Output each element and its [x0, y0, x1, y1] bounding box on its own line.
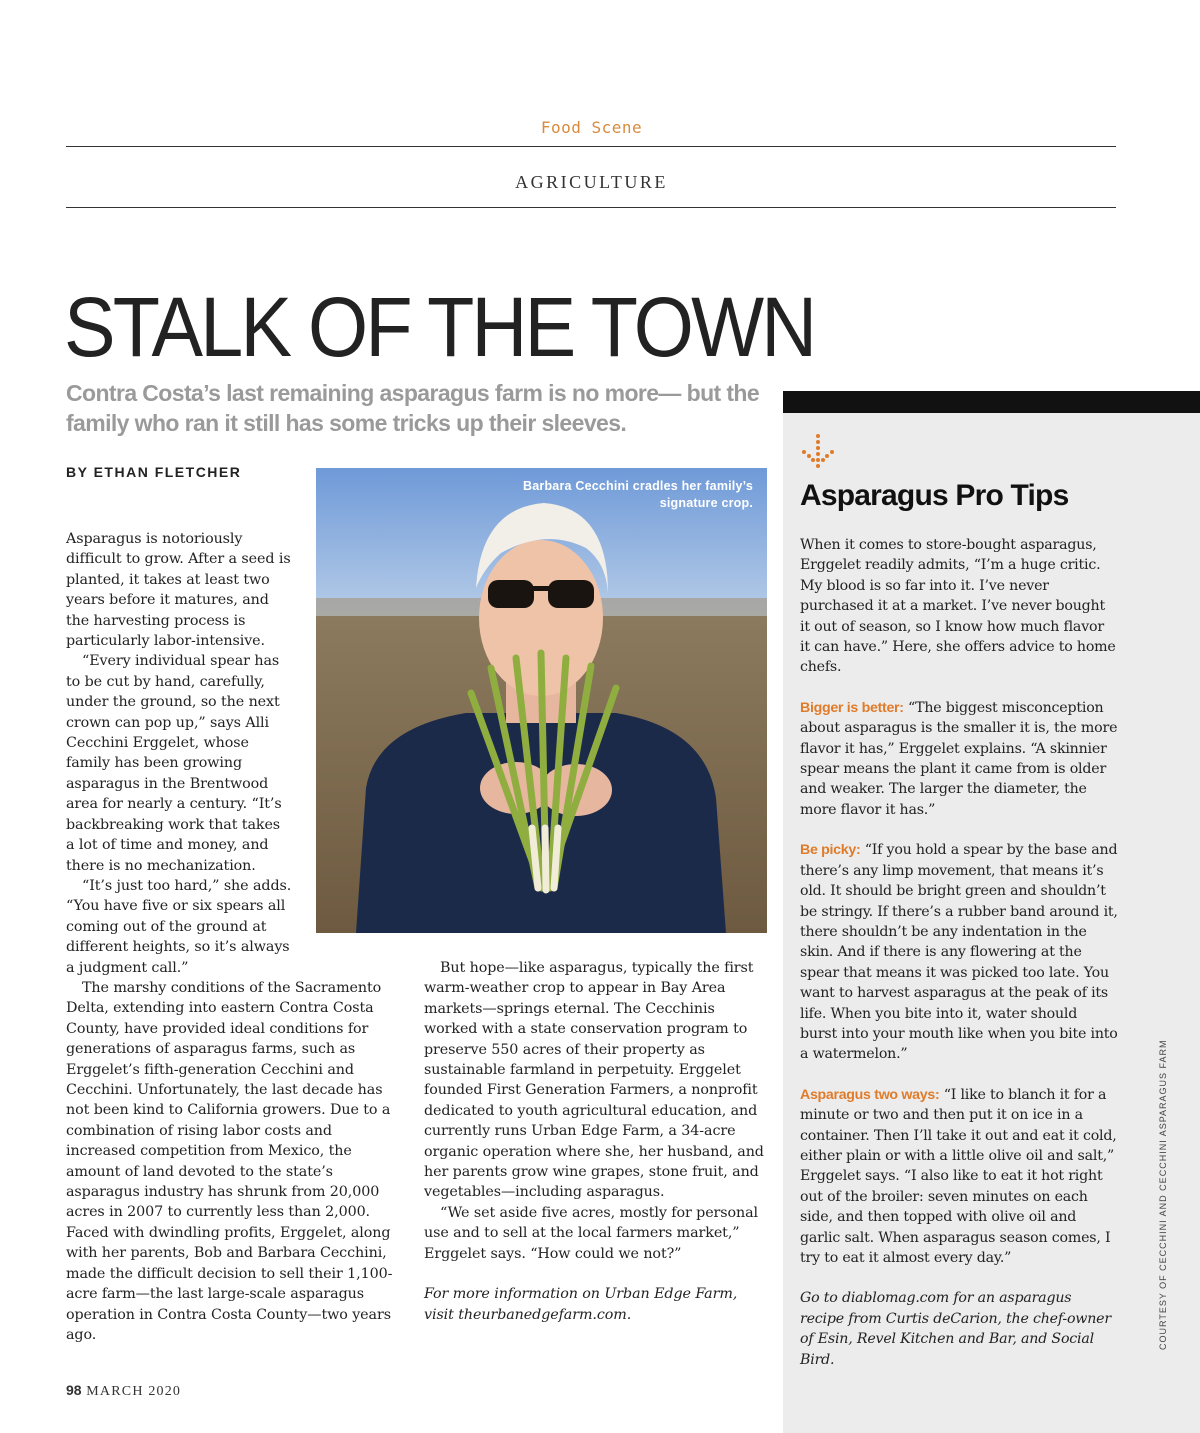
sidebar-title: Asparagus Pro Tips — [800, 479, 1069, 512]
paragraph: “Every individual spear has to be cut by hand, carefully, under the ground, so the next crown can pop up,” says Alli Cecchini Erggelet, whose family has been growing asparagus in the Brentwood area for nearly a century. “It’s backbreaking work that takes a lot of time and money, and there is no mechanization. — [66, 653, 282, 874]
tip-heading: Asparagus two ways: — [800, 1086, 940, 1103]
tip-text: “I like to blanch it for a minute or two and then put it on ice in a container. Then I’ll take it out and eat it cold, either plain or with a little olive oil and salt,” Erggelet says. “I also like to eat it hot right out of the broiler: seven minutes on each side, and then topped with olive oil and garlic salt. When asparagus season comes, I try to eat it almost every day.” — [800, 1086, 1117, 1266]
page-number: 98 — [66, 1382, 82, 1398]
sidebar-body — [800, 535, 1118, 1390]
tip-item — [800, 1085, 1118, 1269]
photo-caption: Barbara Cecchini cradles her family’s signature crop. — [523, 479, 753, 510]
paragraph: The marshy conditions of the Sacramento Delta, extending into eastern Contra Costa County, have provided ideal conditions for generations of asparagus farms, such as Erggelet’s fifth-generation Cecchini and Cecchini. Unfortunately, the last decade has not been kind to California growers. Due to a combination of rising labor costs and increased competition from Mexico, the amount of land devoted to the state’s asparagus industry has shrunk from 20,000 acres in 2007 to currently less than 2,000. Faced with dwindling profits, Erggelet, along with her parents, Bob and Barbara Cecchini, made the difficult decision to sell their 1,100-acre farm—the last large-scale asparagus operation in Contra Costa County—two years ago. — [66, 980, 393, 1343]
article-column-1-continued — [66, 978, 404, 1345]
paragraph: “We set aside five acres, mostly for personal use and to sell at the local farmers market,” Erggelet says. “How could we not?” — [424, 1204, 759, 1262]
tip-text: “The biggest misconception about asparagus is the smaller it is, the more flavor it has,” Erggelet explains. “A skinnier spear means the plant it came from is older and weaker. The larger the diameter, the more flavor it has.” — [800, 699, 1118, 818]
folio — [66, 1382, 181, 1400]
tip-item — [800, 840, 1118, 1064]
issue-date: MARCH 2020 — [86, 1384, 182, 1399]
photo-illustration — [316, 468, 767, 933]
more-info-note: For more information on Urban Edge Farm, visit theurbanedgefarm.com. — [424, 1286, 738, 1323]
paragraph: “It’s just too hard,” she adds. “You have five or six spears all coming out of the ground at different heights, so it’s always a judgment call.” — [66, 877, 292, 976]
section-label: Food Scene — [540, 118, 643, 137]
paragraph: But hope—like asparagus, typically the first warm-weather crop to appear in Bay Area markets—springs eternal. The Cecchinis worked with a state conservation program to preserve 550 acres of their property as sustainable farmland in perpetuity. Erggelet founded First Generation Farmers, a nonprofit dedicated to youth agricultural education, and currently runs Urban Edge Farm, a 34-acre organic operation where she, her husband, and her parents grow wine grapes, stone fruit, and vegetables—including asparagus. — [424, 960, 764, 1201]
photo-credit: COURTESY OF CECCHINI AND CECCHINI ASPARAGUS FARM — [1158, 1039, 1168, 1350]
paragraph: Asparagus is notoriously difficult to grow. After a seed is planted, it takes at least two years before it matures, and the harvesting process is particularly labor-intensive. — [66, 531, 291, 650]
sidebar-intro: When it comes to store-bought asparagus, Erggelet readily admits, “I’m a huge critic. My blood is so far into it. I’ve never purchased it at a market. I’ve never bought it out of season, so I know how much flavor it can have.” Here, she offers advice to home chefs. — [800, 537, 1116, 676]
sidebar — [783, 391, 1200, 1433]
article-dek: Contra Costa’s last remaining asparagus farm is no more— but the family who ran it still has some tricks up their sleeves. — [66, 380, 760, 436]
byline: BY ETHAN FLETCHER — [66, 464, 242, 480]
category-label: AGRICULTURE — [515, 172, 668, 192]
sidebar-top-bar — [783, 391, 1200, 413]
header-rule-bottom — [66, 207, 1116, 208]
article-photo — [316, 468, 767, 933]
sidebar-footer-note: Go to diablomag.com for an asparagus recipe from Curtis deCarion, the chef-owner of Esin, Revel Kitchen and Bar, and Social Bird. — [800, 1290, 1111, 1368]
tip-item — [800, 698, 1118, 820]
tip-heading: Be picky: — [800, 842, 861, 859]
article-column-1 — [66, 529, 292, 978]
header-rule-top — [66, 146, 1116, 147]
article-column-2 — [424, 958, 764, 1325]
tip-heading: Bigger is better: — [800, 699, 904, 716]
arrow-down-icon — [801, 433, 835, 473]
tip-text: “If you hold a spear by the base and there’s any limp movement, that means it’s old. It should be bright green and shouldn’t be stringy. If there’s a rubber band around it, there shouldn’t be any indentation in the skin. And if there is any flowering at the spear that means it was picked too late. You want to harvest asparagus at the peak of its life. When you bite into it, water should burst into your mouth like when you bite into a watermelon.” — [800, 842, 1118, 1063]
article-headline: STALK OF THE TOWN — [64, 280, 815, 374]
